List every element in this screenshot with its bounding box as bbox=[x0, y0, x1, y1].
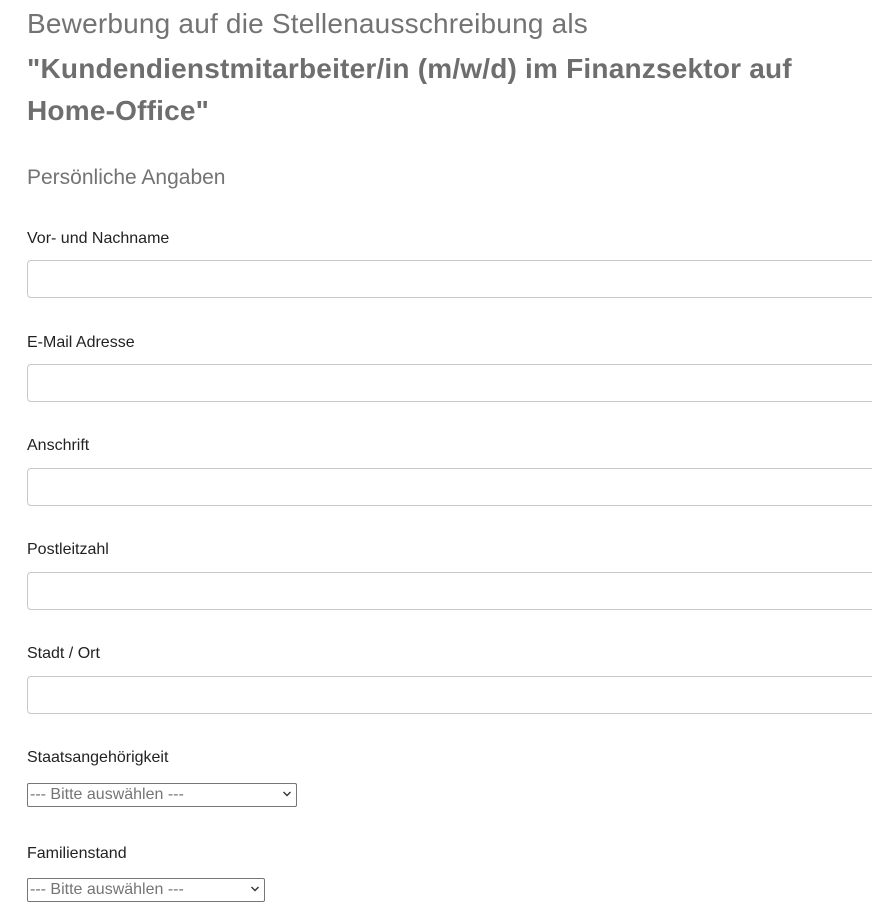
chevron-down-icon bbox=[282, 789, 292, 799]
address-label: Anschrift bbox=[27, 437, 90, 454]
marital-status-select[interactable] bbox=[27, 878, 265, 902]
nationality-label: Staatsangehörigkeit bbox=[27, 749, 169, 766]
section-title-personal-data: Persönliche Angaben bbox=[27, 166, 226, 189]
address-field[interactable] bbox=[27, 468, 872, 506]
page-title-job: "Kundendienstmitarbeiter/in (m/w/d) im Finanzsektor auf Home-Office" bbox=[27, 53, 792, 126]
city-field[interactable] bbox=[27, 676, 872, 714]
marital-status-label: Familienstand bbox=[27, 845, 127, 862]
marital-status-selected-value: --- Bitte auswählen --- bbox=[30, 881, 184, 898]
nationality-select[interactable] bbox=[27, 783, 297, 807]
page-title-prefix: Bewerbung auf die Stellenausschreibung als bbox=[27, 8, 588, 39]
chevron-down-icon bbox=[250, 884, 260, 894]
zip-field[interactable] bbox=[27, 572, 872, 610]
zip-label: Postleitzahl bbox=[27, 541, 109, 558]
name-field[interactable] bbox=[27, 260, 872, 298]
nationality-selected-value: --- Bitte auswählen --- bbox=[30, 786, 184, 803]
name-label: Vor- und Nachname bbox=[27, 230, 170, 247]
city-label: Stadt / Ort bbox=[27, 645, 100, 662]
email-field[interactable] bbox=[27, 364, 872, 402]
email-label: E-Mail Adresse bbox=[27, 334, 135, 351]
